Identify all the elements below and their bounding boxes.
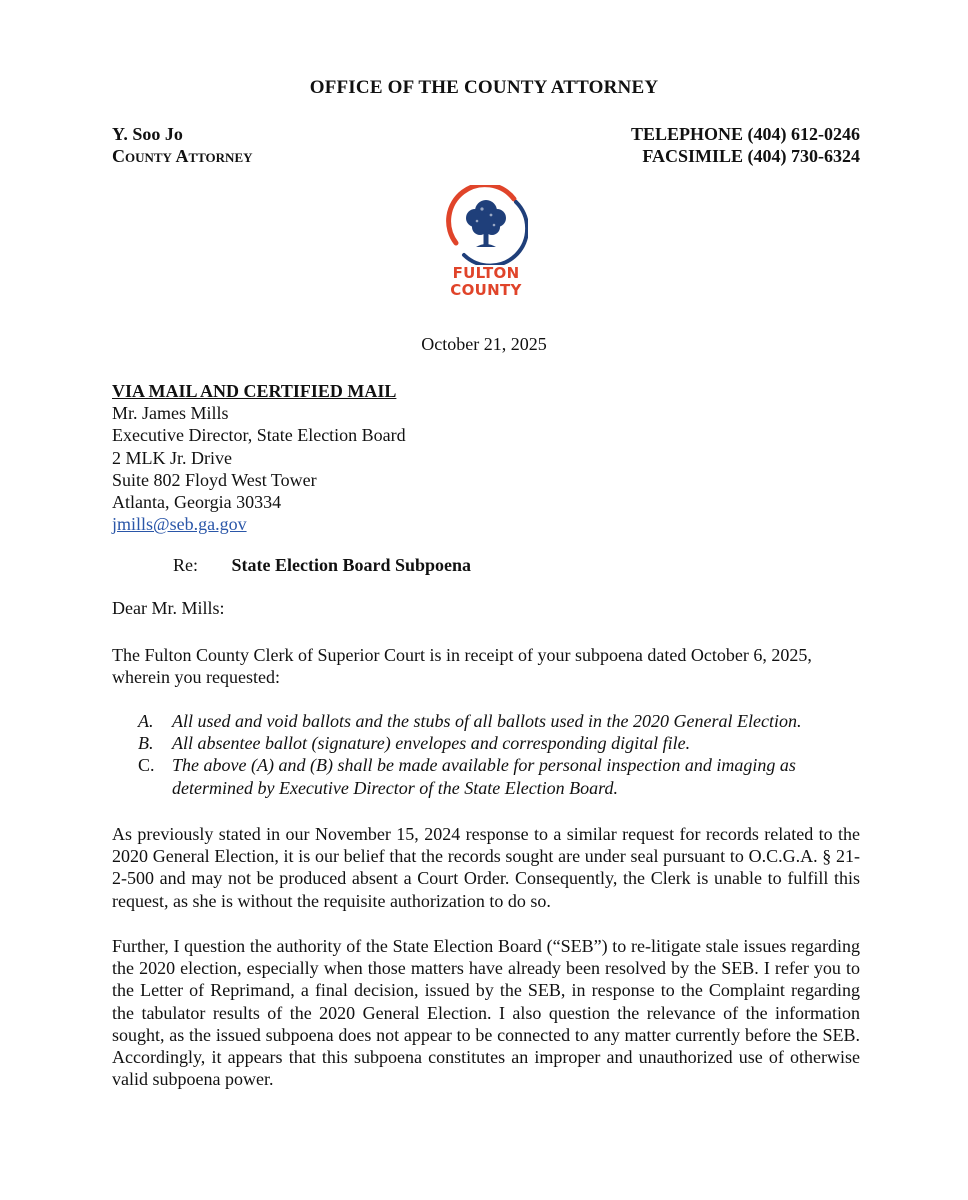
logo-text: [444, 265, 528, 299]
paragraph-3: Further, I question the authority of the State Election Board (“SEB”) to re-litigate stale issues regarding the 2020 election, especially when those matters have already been resolved by the SEB. I refer you to the Letter of Reprimand, a final decision, issued by the SEB, in response to the Complaint regarding the tabulator results of the 2020 General Election. I also question the relevance of the information sought, as the issued subpoena does not appear to be connected to any matter currently before the SEB. Accordingly, it appears that this subpoena constitutes an improper and unauthorized use of otherwise valid subpoena power.: [112, 936, 860, 1090]
list-text: All used and void ballots and the stubs of all ballots used in the 2020 General Election.: [172, 711, 802, 731]
contact-block: [631, 123, 860, 167]
list-text: All absentee ballot (signature) envelopes and corresponding digital file.: [172, 733, 691, 754]
paragraph-2: As previously stated in our November 15, 2024 response to a similar request for records related to the 2020 General Election, it is our belief that the records sought are under seal pursuant to O.C.G.A. § 21-2-500 and may not be produced absent a Court Order. Consequently, the Clerk is unable to fulfill this request, as she is without the requisite authorization to do so.: [112, 824, 860, 911]
recipient-line: Suite 802 Floyd West Tower: [112, 469, 317, 490]
paragraph-1: The Fulton County Clerk of Superior Court is in receipt of your subpoena dated October 6, 2025, wherein you requested:: [112, 645, 812, 688]
list-marker: C.: [138, 755, 155, 776]
list-item: [138, 754, 860, 798]
request-list: [138, 710, 860, 799]
tree-seal-icon: [444, 185, 528, 265]
logo-line1: FULTON: [452, 264, 520, 282]
list-text: The above (A) and (B) shall be made available for personal inspection and imaging as determined by Executive Director of the State Election Board.: [172, 755, 796, 798]
delivery-method: VIA MAIL AND CERTIFIED MAIL: [112, 381, 397, 401]
letter-date: October 21, 2025: [421, 334, 547, 354]
re-label: Re:: [173, 555, 198, 575]
logo-line2: COUNTY: [450, 281, 522, 299]
recipient-line: Atlanta, Georgia 30334: [112, 492, 282, 513]
re-subject: State Election Board Subpoena: [231, 555, 472, 575]
fulton-county-logo: [444, 185, 528, 299]
recipient-email-link[interactable]: jmills@seb.ga.gov: [112, 514, 247, 535]
recipient-line: 2 MLK Jr. Drive: [112, 447, 232, 468]
attorney-block: [112, 123, 253, 167]
list-item: [138, 710, 860, 732]
recipient-line: Executive Director, State Election Board: [112, 425, 406, 446]
list-item: [138, 732, 860, 754]
re-line: [173, 555, 471, 576]
list-marker: B.: [138, 733, 154, 754]
salutation: Dear Mr. Mills:: [112, 598, 225, 618]
attorney-name: Y. Soo Jo: [112, 124, 183, 144]
telephone: TELEPHONE (404) 612-0246: [630, 124, 860, 144]
list-marker: A.: [138, 711, 154, 731]
recipient-address: [112, 380, 406, 535]
recipient-line: Mr. James Mills: [112, 403, 229, 424]
office-title: OFFICE OF THE COUNTY ATTORNEY: [309, 77, 659, 98]
attorney-title: County Attorney: [112, 146, 253, 166]
facsimile: FACSIMILE (404) 730-6324: [642, 146, 860, 166]
